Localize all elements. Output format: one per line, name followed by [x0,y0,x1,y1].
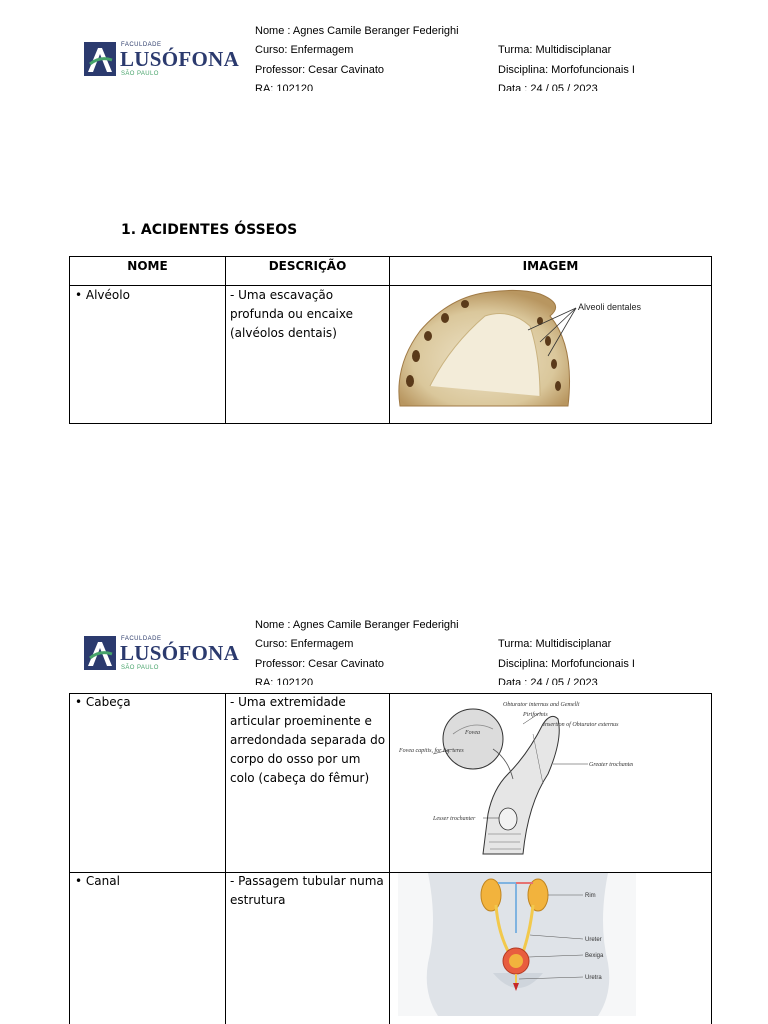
alveoli-illustration-icon [390,286,650,414]
logo-city-text: SÃO PAULO [121,71,159,77]
header-description: DESCRIÇÃO [268,259,347,273]
table-col-divider-2 [389,693,390,1024]
row-alveolo-description: - Uma escavação profunda ou encaixe (alvéolos dentais) [230,288,353,340]
urinary-label-rim: Rim [585,893,596,899]
table-border-left [69,256,70,424]
professor: Professor: Cesar Cavinato [255,658,384,670]
logo-faculty-text: FACULDADE [121,636,162,642]
section-title: 1. ACIDENTES ÓSSEOS [121,222,298,238]
professor: Professor: Cesar Cavinato [255,64,384,76]
date: Data : 24 / 05 / 2023 [498,677,598,685]
row-cabeca-name: • Cabeça [75,695,131,709]
alveolo-image [390,286,650,414]
ra-number: RA: 102120 [255,83,314,91]
faculty-logo [84,42,240,82]
urinary-system-illustration-icon [398,873,636,1016]
urinary-label-uretra: Uretra [585,975,602,981]
date: Data : 24 / 05 / 2023 [498,83,598,91]
femur-label-lesser-trochanter: Lesser trochanter [433,816,476,822]
row-canal-description: - Passagem tubular numa estrutura [230,874,384,907]
table-border-left [69,693,70,1024]
femur-label-greater-trochanter: Greater trochanter [589,762,633,768]
lusofona-logo-icon [84,636,116,670]
urinary-label-ureter: Ureter [585,937,602,943]
logo-brand-text: LUSÓFONA [120,641,240,665]
student-name: Nome : Agnes Camile Beranger Federighi [255,25,459,37]
table-col-divider-1 [225,693,226,1024]
femur-head-image [393,694,633,862]
header-image: IMAGEM [522,259,579,273]
femur-label-obturator: Obturator internus and Gemelli [503,702,580,708]
alveoli-label: Alveoli dentales [578,302,642,312]
table-col-divider-1 [225,256,226,424]
femur-label-fovea-capitis: Fovea capitis, for lig. teres [399,748,464,754]
turma: Turma: Multidisciplanar [498,638,612,650]
femur-label-piriformis: Piriformis [523,712,548,718]
row-cabeca-description: - Uma extremidade articular proeminente e arredondada separada do corpo do osso por um colo (cabeça do fêmur) [230,695,386,785]
faculty-logo [84,636,240,676]
course: Curso: Enfermagem [255,44,354,56]
course: Curso: Enfermagem [255,638,354,650]
table-border-right [711,256,712,424]
row-canal-name: • Canal [75,874,120,888]
urinary-canal-image [398,873,636,1016]
table-border-bottom [69,423,712,424]
femur-label-insertion: Insertion of Obturator externus [543,722,619,728]
femur-illustration-icon [393,694,633,862]
lusofona-logo-icon [84,42,116,76]
disciplina: Disciplina: Morfofuncionais I [498,64,635,76]
header-name: NOME [127,259,168,273]
femur-label-fovea: Fovea [465,730,480,736]
urinary-label-bexiga: Bexiga [585,953,604,959]
disciplina: Disciplina: Morfofuncionais I [498,658,635,670]
student-name: Nome : Agnes Camile Beranger Federighi [255,619,459,631]
logo-city-text: SÃO PAULO [121,665,159,671]
ra-number: RA: 102120 [255,677,314,685]
row-alveolo-name: • Alvéolo [75,288,130,302]
table-border-top [69,256,712,257]
turma: Turma: Multidisciplanar [498,44,612,56]
table-border-right [711,693,712,1024]
logo-brand-text: LUSÓFONA [120,47,240,71]
logo-faculty-text: FACULDADE [121,42,162,48]
